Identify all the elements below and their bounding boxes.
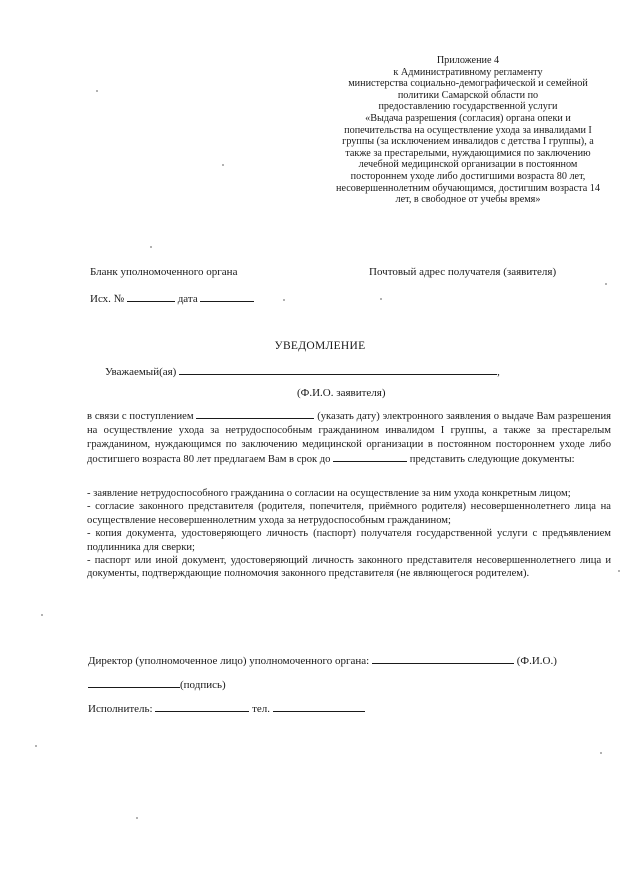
outgoing-number-blank — [127, 291, 175, 302]
appendix-line: лечебной медицинской организации в постоянном — [358, 159, 578, 171]
fio-hint: (Ф.И.О. заявителя) — [297, 387, 386, 399]
scan-speck — [618, 570, 620, 572]
executor-row — [88, 701, 365, 716]
outgoing-number-row — [90, 291, 254, 306]
deadline-blank — [333, 451, 407, 462]
scan-speck — [35, 745, 37, 747]
scan-speck — [600, 752, 602, 754]
list-item: - паспорт или иной документ, удостоверяющий личность законного представителя несовершеннолетнего лица и документы, подтверждающие полномочия законного представителя (не являющегося родителем). — [87, 555, 611, 580]
appendix-line: политики Самарской области по — [397, 89, 539, 101]
signature-blank — [88, 677, 180, 688]
outgoing-number-label: Исх. № — [90, 293, 125, 305]
recipient-address-label: Почтовый адрес получателя (заявителя) — [369, 266, 557, 278]
intro-part-2: (указать дату) электронного заявления о выдаче Вам разрешения на осуществление ухода за нетрудоспособным гражданином инвалидом I группы, а также за престарелым гражданином, нуждающимся по заключению медицинской организации в постоянном постороннем уходе либо достигшего возраста 80 лет предлагаем Вам в срок до — [87, 411, 612, 466]
appendix-line: лет, в свободное от учебы время» — [395, 194, 541, 206]
appendix-line: «Выдача разрешения (согласия) органа опеки и — [365, 112, 571, 124]
authority-form-label: Бланк уполномоченного органа — [90, 266, 238, 278]
director-label: Директор (уполномоченное лицо) уполномоченного органа: — [88, 655, 370, 667]
signature-label: (подпись) — [180, 679, 226, 691]
scan-speck — [150, 246, 152, 248]
appendix-line: предоставлению государственной услуги — [378, 101, 558, 113]
scan-speck — [96, 90, 98, 92]
phone-label: тел. — [252, 703, 271, 715]
appendix-line: к Административному регламенту — [393, 66, 543, 78]
director-name-blank — [372, 653, 514, 664]
appendix-line: несовершеннолетним обучающимся, достигшим возраста 14 — [336, 182, 600, 194]
notice-title: УВЕДОМЛЕНИЕ — [274, 340, 366, 352]
date-blank — [200, 291, 254, 302]
appendix-line: попечительства на осуществление ухода за инвалидами I — [344, 124, 592, 136]
appendix-line: также за престарелыми, нуждающимися по заключению — [345, 147, 591, 159]
appendix-line: Приложение 4 — [436, 55, 500, 66]
list-item: - заявление нетрудоспособного гражданина о согласии на осуществление за ним ухода конкретным лицом; — [87, 488, 571, 499]
salutation-row — [105, 364, 500, 379]
scan-speck — [283, 299, 285, 301]
date-label: дата — [177, 293, 198, 305]
intro-part-1: в связи с поступлением — [87, 411, 194, 422]
executor-blank — [155, 701, 249, 712]
salutation-comma: , — [497, 366, 500, 378]
appendix-line: группы (за исключением инвалидов с детства I группы), а — [342, 136, 594, 148]
receipt-date-blank — [196, 408, 314, 419]
list-item: - копия документа, удостоверяющего личность (паспорт) получателя государственной услуги с предъявлением подлинника для сверки; — [87, 528, 611, 553]
executor-label: Исполнитель: — [88, 703, 153, 715]
appendix-block — [326, 55, 610, 206]
scan-speck — [136, 817, 138, 819]
director-fio-label: (Ф.И.О.) — [516, 655, 557, 667]
salutation-label: Уважаемый(ая) — [105, 366, 177, 378]
scan-speck — [41, 614, 43, 616]
signature-row — [88, 677, 226, 692]
documents-list — [87, 487, 611, 581]
list-item: - согласие законного представителя (родителя, попечителя, приёмного родителя) несовершеннолетнего лица на осуществление несовершеннолетним ухода за нетрудоспособным гражданином; — [87, 501, 611, 526]
director-row — [88, 653, 557, 668]
scan-speck — [222, 164, 224, 166]
appendix-line: министерства социально-демографической и семейной — [348, 78, 588, 90]
intro-part-3: представить следующие документы: — [409, 454, 575, 466]
scan-speck — [605, 283, 607, 285]
phone-blank — [273, 701, 365, 712]
appendix-line: постороннем уходе либо достигшими возраста 80 лет, — [350, 170, 586, 182]
scan-speck — [380, 298, 382, 300]
notice-intro — [87, 408, 611, 467]
applicant-name-blank — [179, 364, 497, 375]
